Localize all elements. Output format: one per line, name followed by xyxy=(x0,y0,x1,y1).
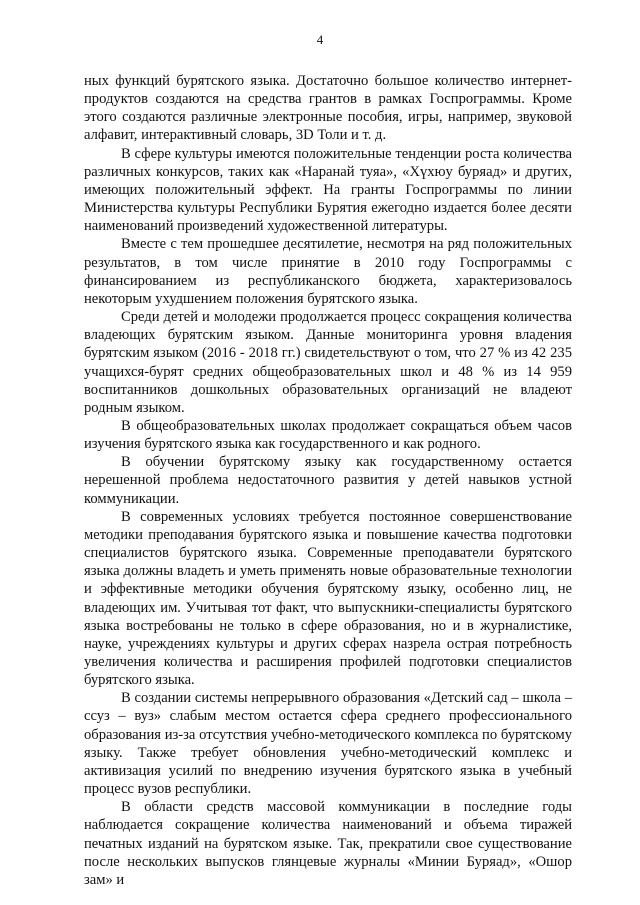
paragraph-oral-communication: В обучении бурятскому языку как государственному остается нерешенной проблема недостаточного развития у детей навыков устной коммуникации. xyxy=(84,454,572,507)
document-body xyxy=(84,72,572,889)
paragraph-continuation: ных функций бурятского языка. Достаточно большое количество интернет-продуктов создаются на средства грантов в рамках Госпрограммы. Кроме этого создаются различные электронные пособия, игры, например, звуковой алфавит, интерактивный словарь, 3D Толи и т. д. xyxy=(84,73,572,144)
paragraph-mass-media: В области средств массовой коммуникации в последние годы наблюдается сокращение количества наименований и объема тиражей печатных изданий на бурятском языке. Так, прекратили свое существование после нескольких выпусков глянцевые журналы «Минии Буряад», «Ошор зам» и xyxy=(84,799,572,888)
paragraph-culture: В сфере культуры имеются положительные тенденции роста количества различных конкурсов, таких как «Наранай туяа», «Хүхюу буряад» и других, имеющих положительный эффект. На гранты Госпрограммы по линии Министерства культуры Республики Бурятия ежегодно издается более десяти наименований произведений художественной литературы. xyxy=(84,145,572,235)
page-number: 4 xyxy=(316,32,324,47)
paragraph-decade-results: Вместе с тем прошедшее десятилетие, несмотря на ряд положительных результатов, в том числе принятие в 2010 году Госпрограммы с финансированием из республиканского бюджета, характеризовалось некоторым ухудшением положения бурятского языка. xyxy=(84,236,572,307)
paragraph-youth-monitoring: Среди детей и молодежи продолжается процесс сокращения количества владеющих бурятским языком. Данные мониторинга уровня владения бурятским языком (2016 - 2018 гг.) свидетельствуют о том, что 27 % из 42 235 учащихся-бурят средних общеобразовательных школ и 48 % из 14 959 воспитанников дошкольных образовательных организаций не владеют родным языком. xyxy=(84,309,572,416)
paragraph-continuous-education: В создании системы непрерывного образования «Детский сад – школа – ссуз – вуз» слабым местом остается сфера среднего профессионального образования из-за отсутствия учебно-методического комплекса по бурятскому языку. Также требует обновления учебно-методический комплекс и активизация усилий по внедрению изучения бурятского языка в учебный процесс вузов республики. xyxy=(84,690,572,798)
paragraph-school-hours: В общеобразовательных школах продолжает сокращаться объем часов изучения бурятского языка как государственного и как родного. xyxy=(84,417,572,453)
paragraph-teaching-methods: В современных условиях требуется постоянное совершенствование методики преподавания бурятского языка и повышение качества подготовки специалистов бурятского языка. Современные преподаватели бурятского языка должны владеть и уметь применять новые образовательные технологии и эффективные методики обучения бурятскому языку, особенно лиц, не владеющих им. Учитывая тот факт, что выпускники-специалисты бурятского языка востребованы не только в сфере образования, но и в журналистике, науке, учреждениях культуры и других сферах назрела острая потребность увеличения количества и расширения профилей подготовки специалистов бурятского языка. xyxy=(84,508,572,689)
